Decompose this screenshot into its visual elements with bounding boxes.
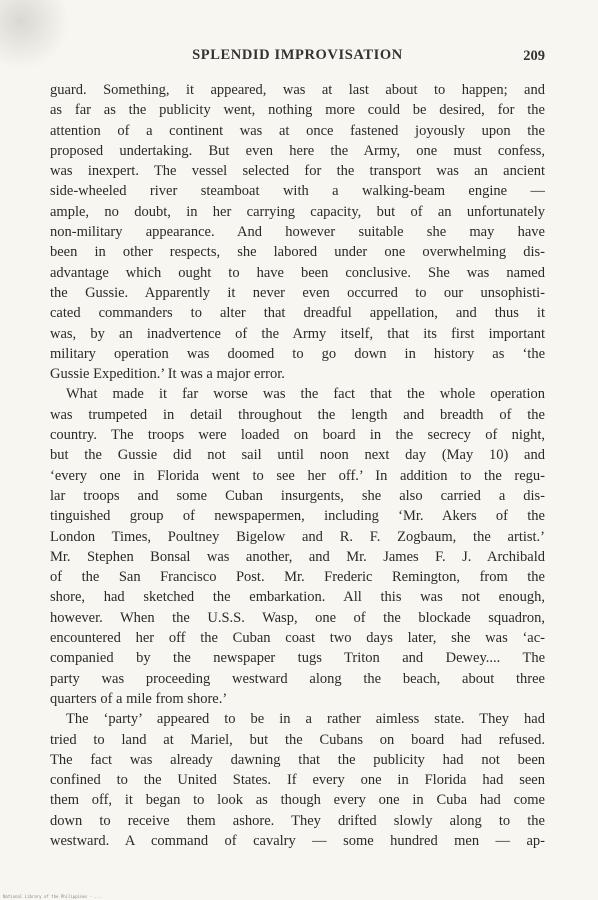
text-line: party was proceeding westward along the beach, about three	[50, 670, 545, 687]
text-line: confined to the United States. If every one in Florida had seen	[50, 772, 545, 789]
text-line: quarters of a mile from shore.’	[50, 690, 228, 707]
text-line: companied by the newspaper tugs Triton and Dewey.... The	[50, 650, 545, 667]
text-line: The ‘party’ appeared to be in a rather aimless state. They had	[66, 711, 545, 728]
text-line: proposed undertaking. But even here the Army, one must confess,	[50, 142, 545, 159]
text-line: as far as the publicity went, nothing more could be desired, for the	[50, 102, 545, 119]
text-line: The fact was already dawning that the publicity had not been	[50, 751, 545, 768]
text-line: side-wheeled river steamboat with a walking-beam engine —	[50, 183, 545, 200]
text-line: shore, had sketched the embarkation. All this was not enough,	[50, 589, 545, 606]
body-text	[50, 80, 545, 851]
text-line: tried to land at Mariel, but the Cubans on board had refused.	[50, 731, 545, 748]
text-line: country. The troops were loaded on board in the secrecy of night,	[50, 427, 545, 444]
text-line: down to receive them ashore. They drifted slowly along to the	[50, 812, 545, 829]
text-line: westward. A command of cavalry — some hundred men — ap-	[50, 832, 545, 849]
text-line: the Gussie. Apparently it never even occurred to our unsophisti-	[50, 284, 545, 301]
text-line: encountered her off the Cuban coast two days later, she was ‘ac-	[50, 630, 545, 647]
text-line: been in other respects, she labored under one overwhelming dis-	[50, 244, 545, 261]
text-line: ample, no doubt, in her carrying capacity, but of an unfortunately	[50, 203, 545, 220]
text-line: London Times, Poultney Bigelow and R. F. Zogbaum, the artist.’	[50, 528, 545, 545]
text-line: military operation was doomed to go down in history as ‘the	[50, 345, 545, 362]
text-line: was, by an inadvertence of the Army itself, that its first important	[50, 325, 545, 342]
text-line: was inexpert. The vessel selected for the transport was an ancient	[50, 163, 545, 180]
text-line: non-military appearance. And however suitable she may have	[50, 224, 545, 241]
text-line: however. When the U.S.S. Wasp, one of the blockade squadron,	[50, 609, 545, 626]
text-line: Mr. Stephen Bonsal was another, and Mr. James F. J. Archibald	[50, 548, 545, 565]
text-line: What made it far worse was the fact that the whole operation	[66, 386, 545, 403]
page-header	[50, 47, 545, 67]
scan-footer: National Library of the Philippines · ...	[3, 894, 102, 899]
text-line: of the San Francisco Post. Mr. Frederic Remington, from the	[50, 569, 545, 586]
text-line: cated commanders to alter that dreadful appellation, and thus it	[50, 305, 545, 322]
text-line: advantage which ought to have been conclusive. She was named	[50, 264, 545, 281]
text-line: ‘every one in Florida went to see her off.’ In addition to the regu-	[50, 467, 545, 484]
text-line: lar troops and some Cuban insurgents, she also carried a dis-	[50, 487, 545, 504]
text-line: attention of a continent was at once fastened joyously upon the	[50, 122, 545, 139]
text-line: them off, it began to look as though every one in Cuba had come	[50, 792, 545, 809]
text-line: guard. Something, it appeared, was at last about to happen; and	[50, 82, 545, 98]
text-line: was trumpeted in detail throughout the length and breadth of the	[50, 406, 545, 423]
page-number: 209	[523, 48, 545, 64]
text-line: Gussie Expedition.’ It was a major error.	[50, 366, 285, 383]
text-line: but the Gussie did not sail until noon next day (May 10) and	[50, 447, 545, 464]
running-head: SPLENDID IMPROVISATION	[192, 47, 403, 63]
text-line: tinguished group of newspapermen, including ‘Mr. Akers of the	[50, 508, 545, 525]
